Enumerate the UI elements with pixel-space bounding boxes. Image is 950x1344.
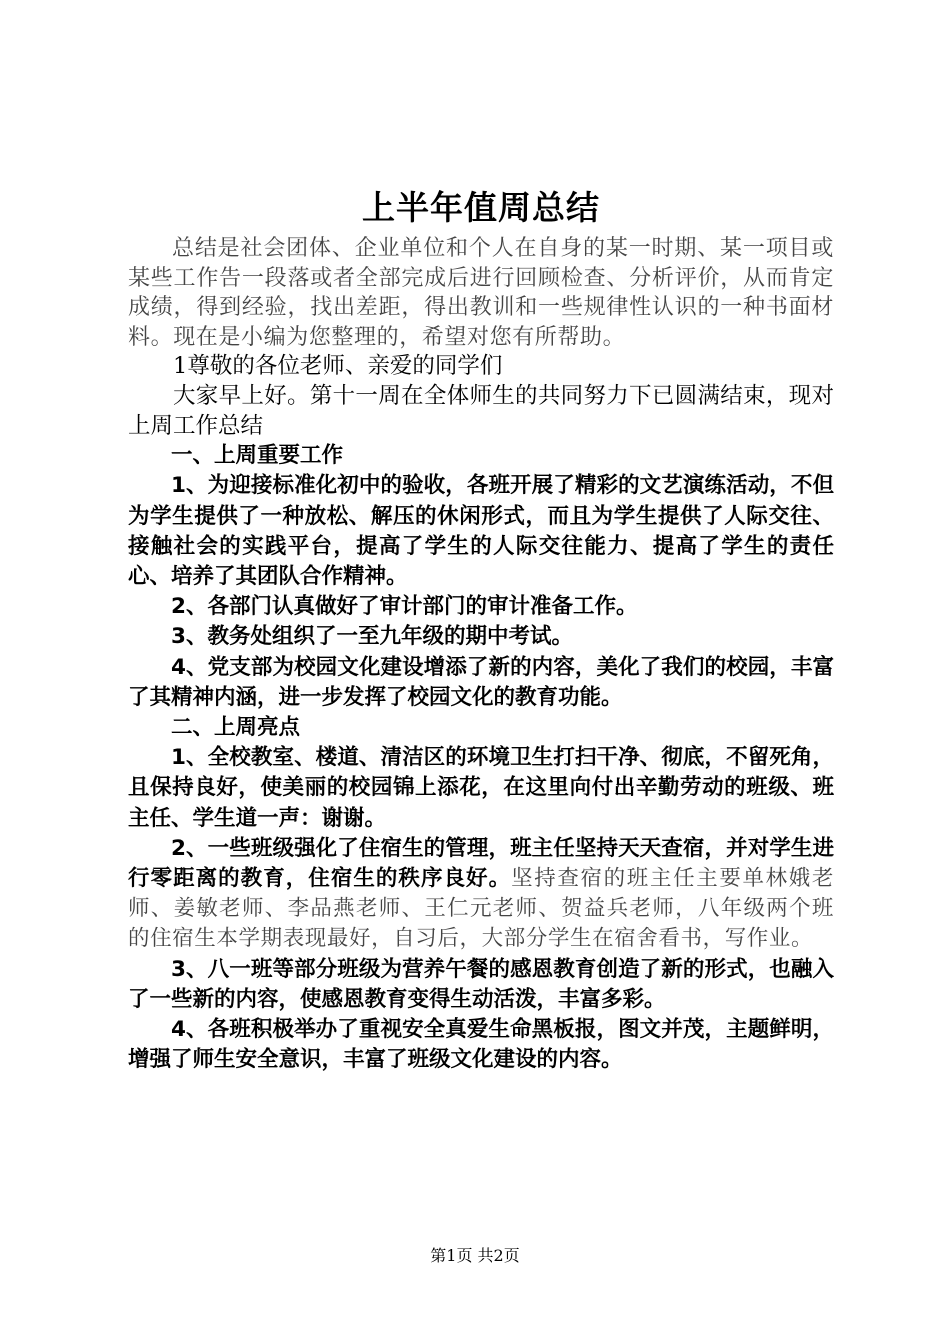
section-heading-important-work: 一、上周重要工作 — [171, 443, 344, 469]
salutation: 1尊敬的各位老师、亲爱的同学们 — [173, 353, 503, 380]
highlight-item-3: 3、八一班等部分班级为营养午餐的感恩教育创造了新的形式，也融入了一些新的内容，使感恩教育变得生动活泼，丰富多彩。 — [128, 956, 834, 1012]
highlight-item-4: 4、各班积极举办了重视安全真爱生命黑板报，图文并茂，主题鲜明，增强了师生安全意识，丰富了班级文化建设的内容。 — [128, 1017, 834, 1073]
greeting-paragraph: 大家早上好。第十一周在全体师生的共同努力下已圆满结束，现对上周工作总结 — [128, 382, 834, 439]
page-footer: 第1页 共2页 — [430, 1246, 520, 1265]
document-title: 上半年值周总结 — [362, 188, 600, 227]
document-body — [128, 186, 834, 1075]
intro-paragraph: 总结是社会团体、企业单位和个人在自身的某一时期、某一项目或某些工作告一段落或者全部完成后进行回顾检查、分析评价，从而肯定成绩，得到经验，找出差距，得出教训和一些规律性认识的一种书面材料。现在是小编为您整理的，希望对您有所帮助。 — [128, 236, 834, 350]
work-item-2: 2、各部门认真做好了审计部门的审计准备工作。 — [171, 594, 638, 620]
highlight-item-2 — [128, 834, 834, 955]
highlight-item-2-continuation: 坚持查宿的班主任主要单林娥老师、姜敏老师、李品燕老师、王仁元老师、贺益兵老师，八年级两个班的住宿生本学期表现最好，自习后，大部分学生在宿舍看书，写作业。 — [128, 866, 834, 952]
work-item-4: 4、党支部为校园文化建设增添了新的内容，美化了我们的校园，丰富了其精神内涵，进一步发挥了校园文化的教育功能。 — [128, 654, 834, 710]
work-item-3: 3、教务处组织了一至九年级的期中考试。 — [171, 624, 573, 650]
section-heading-highlights: 二、上周亮点 — [171, 714, 301, 740]
work-item-1: 1、为迎接标准化初中的验收，各班开展了精彩的文艺演练活动，不但为学生提供了一种放松、解压的休闲形式，而且为学生提供了人际交往、接触社会的实践平台，提高了学生的人际交往能力、提高了学生的责任心、培养了其团队合作精神。 — [128, 473, 834, 589]
highlight-item-1: 1、全校教室、楼道、清洁区的环境卫生打扫干净、彻底，不留死角，且保持良好，使美丽的校园锦上添花，在这里向付出辛勤劳动的班级、班主任、学生道一声：谢谢。 — [128, 745, 834, 831]
highlight-item-2-main: 2、一些班级强化了住宿生的管理，班主任坚持天天查宿，并对学生进行零距离的教育，住宿生的秩序良好。 — [128, 835, 834, 891]
